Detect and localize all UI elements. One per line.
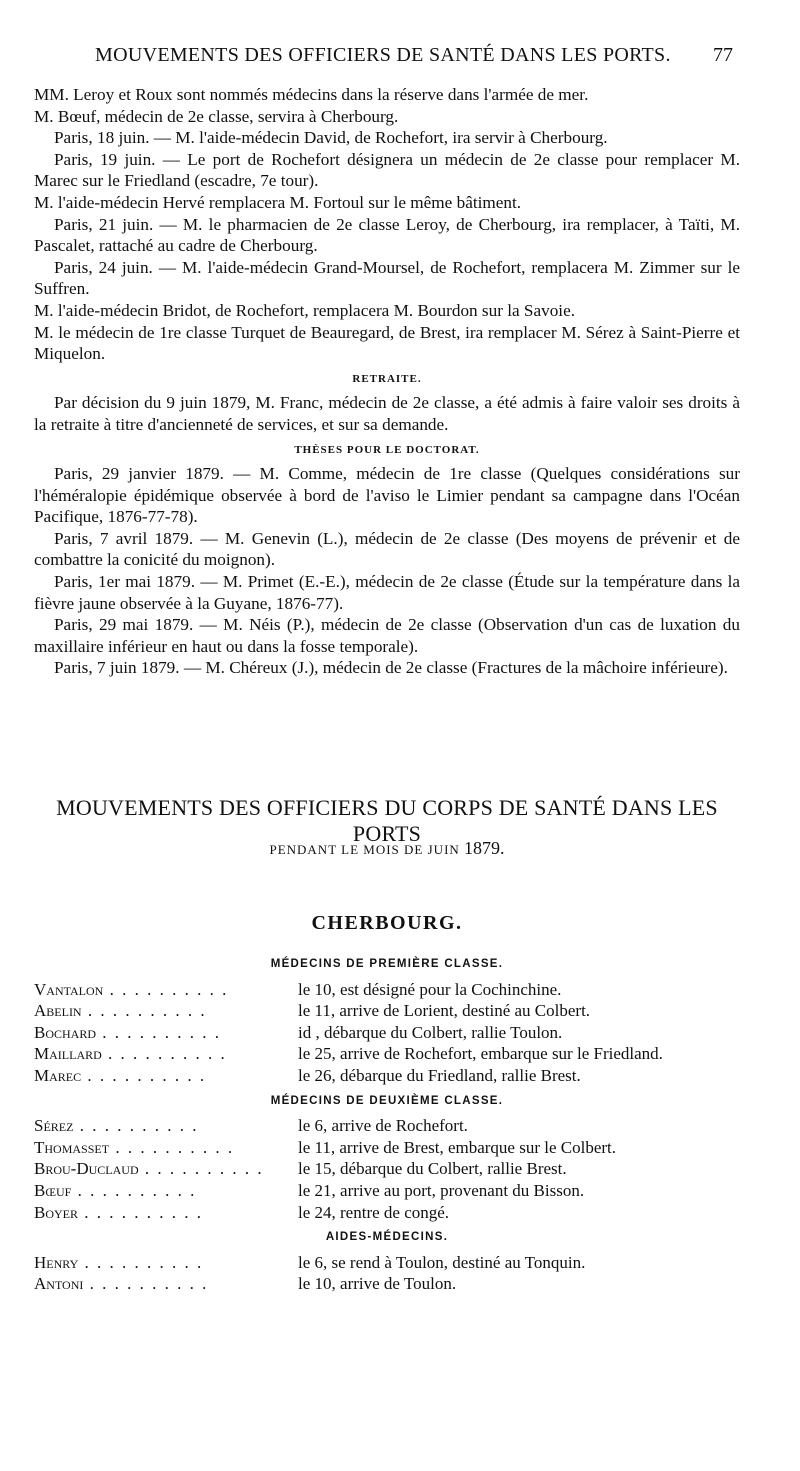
paragraph: M. l'aide-médecin Bridot, de Rochefort, remplacera M. Bourdon sur la Savoie.	[34, 300, 576, 320]
these-item: Paris, 29 mai 1879. — M. Néis (P.), médecin de 2e classe (Observation d'un cas de luxation du maxillaire inférieur en haut ou dans la fosse temporale).	[34, 615, 740, 656]
officer-name: Marec . . . . . . . . . .	[34, 1065, 207, 1085]
officer-name: Maillard . . . . . . . . . .	[34, 1044, 227, 1064]
rank-heading: MÉDECINS DE PREMIÈRE CLASSE.	[270, 958, 504, 970]
retraite-heading: RETRAITE.	[352, 372, 422, 385]
roster-row	[34, 1158, 740, 1180]
paragraph: M. Bœuf, médecin de 2e classe, servira à Cherbourg.	[34, 106, 399, 126]
officer-name: Boyer . . . . . . . . . .	[34, 1202, 204, 1222]
movement-desc: le 6, se rend à Toulon, destiné au Tonquin.	[298, 1252, 586, 1272]
section-year: 1879.	[464, 838, 505, 858]
movement-desc: le 21, arrive au port, provenant du Bisson.	[298, 1180, 585, 1200]
roster-row	[34, 1180, 740, 1202]
officer-name: Henry . . . . . . . . . .	[34, 1252, 204, 1272]
roster-row	[34, 1043, 740, 1065]
roster-row	[34, 1273, 740, 1295]
paragraph: M. l'aide-médecin Hervé remplacera M. Fortoul sur le même bâtiment.	[34, 192, 522, 212]
movement-desc: le 11, arrive de Lorient, destiné au Colbert.	[298, 1001, 591, 1021]
section-title: MOUVEMENTS DES OFFICIERS DU CORPS DE SANTÉ DANS LES PORTS	[56, 795, 718, 846]
page-number: 77	[713, 44, 733, 66]
running-header	[95, 44, 745, 74]
movement-desc: le 11, arrive de Brest, embarque sur le Colbert.	[298, 1137, 617, 1157]
rank-heading: MÉDECINS DE DEUXIÈME CLASSE.	[270, 1094, 504, 1107]
theses-heading: THÈSES POUR LE DOCTORAT.	[294, 443, 480, 456]
officer-name: Bœuf . . . . . . . . . .	[34, 1180, 197, 1200]
officer-name: Abelin . . . . . . . . . .	[34, 1001, 207, 1021]
roster-row	[34, 1202, 740, 1224]
officer-name: Bochard . . . . . . . . . .	[34, 1022, 222, 1042]
movement-desc: le 25, arrive de Rochefort, embarque sur le Friedland.	[298, 1044, 663, 1064]
movement-desc: le 10, est désigné pour la Cochinchine.	[298, 979, 562, 999]
roster-row	[34, 979, 740, 1001]
movement-desc: le 10, arrive de Toulon.	[298, 1274, 457, 1294]
paragraph: M. le médecin de 1re classe Turquet de Beauregard, de Brest, ira remplacer M. Sérez à Saint-Pierre et Miquelon.	[34, 322, 740, 364]
paragraph: Paris, 18 juin. — M. l'aide-médecin David, de Rochefort, ira servir à Cherbourg.	[54, 128, 608, 148]
rank-heading: AIDES-MÉDECINS.	[325, 1231, 449, 1244]
body-text	[34, 84, 740, 679]
paragraph: Paris, 19 juin. — Le port de Rochefort désignera un médecin de 2e classe pour remplacer M. Marec sur le Friedland (escadre, 7e tour).	[34, 149, 740, 191]
movement-desc: id , débarque du Colbert, rallie Toulon.	[298, 1022, 563, 1042]
port-name: CHERBOURG.	[311, 912, 463, 934]
roster-row	[34, 1000, 740, 1022]
section-subtitle	[34, 838, 740, 859]
roster-row	[34, 1065, 740, 1087]
roster-row	[34, 1137, 740, 1159]
these-item: Paris, 1er mai 1879. — M. Primet (E.-E.), médecin de 2e classe (Étude sur la température dans la fièvre jaune observée à la Guyane, 1876-77).	[34, 572, 740, 613]
officer-name: Antoni . . . . . . . . . .	[34, 1274, 209, 1294]
movement-desc: le 26, débarque du Friedland, rallie Brest.	[298, 1065, 581, 1085]
retraite-text: Par décision du 9 juin 1879, M. Franc, médecin de 2e classe, a été admis à faire valoir ses droits à la retraite à titre d'ancienneté de services, et sur sa demande.	[34, 393, 740, 434]
officer-name: Vantalon . . . . . . . . . .	[34, 979, 229, 999]
movement-desc: le 24, rentre de congé.	[298, 1202, 450, 1222]
movement-desc: le 15, débarque du Colbert, rallie Brest.	[298, 1159, 567, 1179]
paragraph: Paris, 21 juin. — M. le pharmacien de 2e classe Leroy, de Cherbourg, ira remplacer, à Taïti, M. Pascalet, rattaché au cadre de Cherbourg.	[34, 214, 740, 256]
roster-row	[34, 1252, 740, 1274]
these-item: Paris, 29 janvier 1879. — M. Comme, médecin de 1re classe (Quelques considérations sur l'héméralopie épidémique observée à bord de l'aviso le Limier pendant sa campagne dans l'Océan Pacifique, 1876-77-78).	[34, 464, 740, 527]
officer-name: Thomasset . . . . . . . . . .	[34, 1137, 235, 1157]
these-item: Paris, 7 juin 1879. — M. Chéreux (J.), médecin de 2e classe (Fractures de la mâchoire inférieure).	[54, 658, 728, 678]
movement-desc: le 6, arrive de Rochefort.	[298, 1116, 468, 1136]
section-subtitle-text: PENDANT LE MOIS DE JUIN	[269, 842, 460, 857]
roster-row	[34, 1115, 740, 1137]
roster	[34, 950, 740, 1295]
paragraph: Paris, 24 juin. — M. l'aide-médecin Grand-Moursel, de Rochefort, remplacera M. Zimmer sur le Suffren.	[34, 257, 740, 299]
these-item: Paris, 7 avril 1879. — M. Genevin (L.), médecin de 2e classe (Des moyens de prévenir et de combattre la conicité du moignon).	[34, 528, 740, 570]
paragraph: MM. Leroy et Roux sont nommés médecins dans la réserve dans l'armée de mer.	[34, 85, 589, 104]
header-title: MOUVEMENTS DES OFFICIERS DE SANTÉ DANS LES PORTS.	[95, 44, 671, 66]
officer-name: Sérez . . . . . . . . . .	[34, 1116, 199, 1136]
officer-name: Brou-Duclaud . . . . . . . . . .	[34, 1159, 264, 1179]
roster-row	[34, 1022, 740, 1044]
